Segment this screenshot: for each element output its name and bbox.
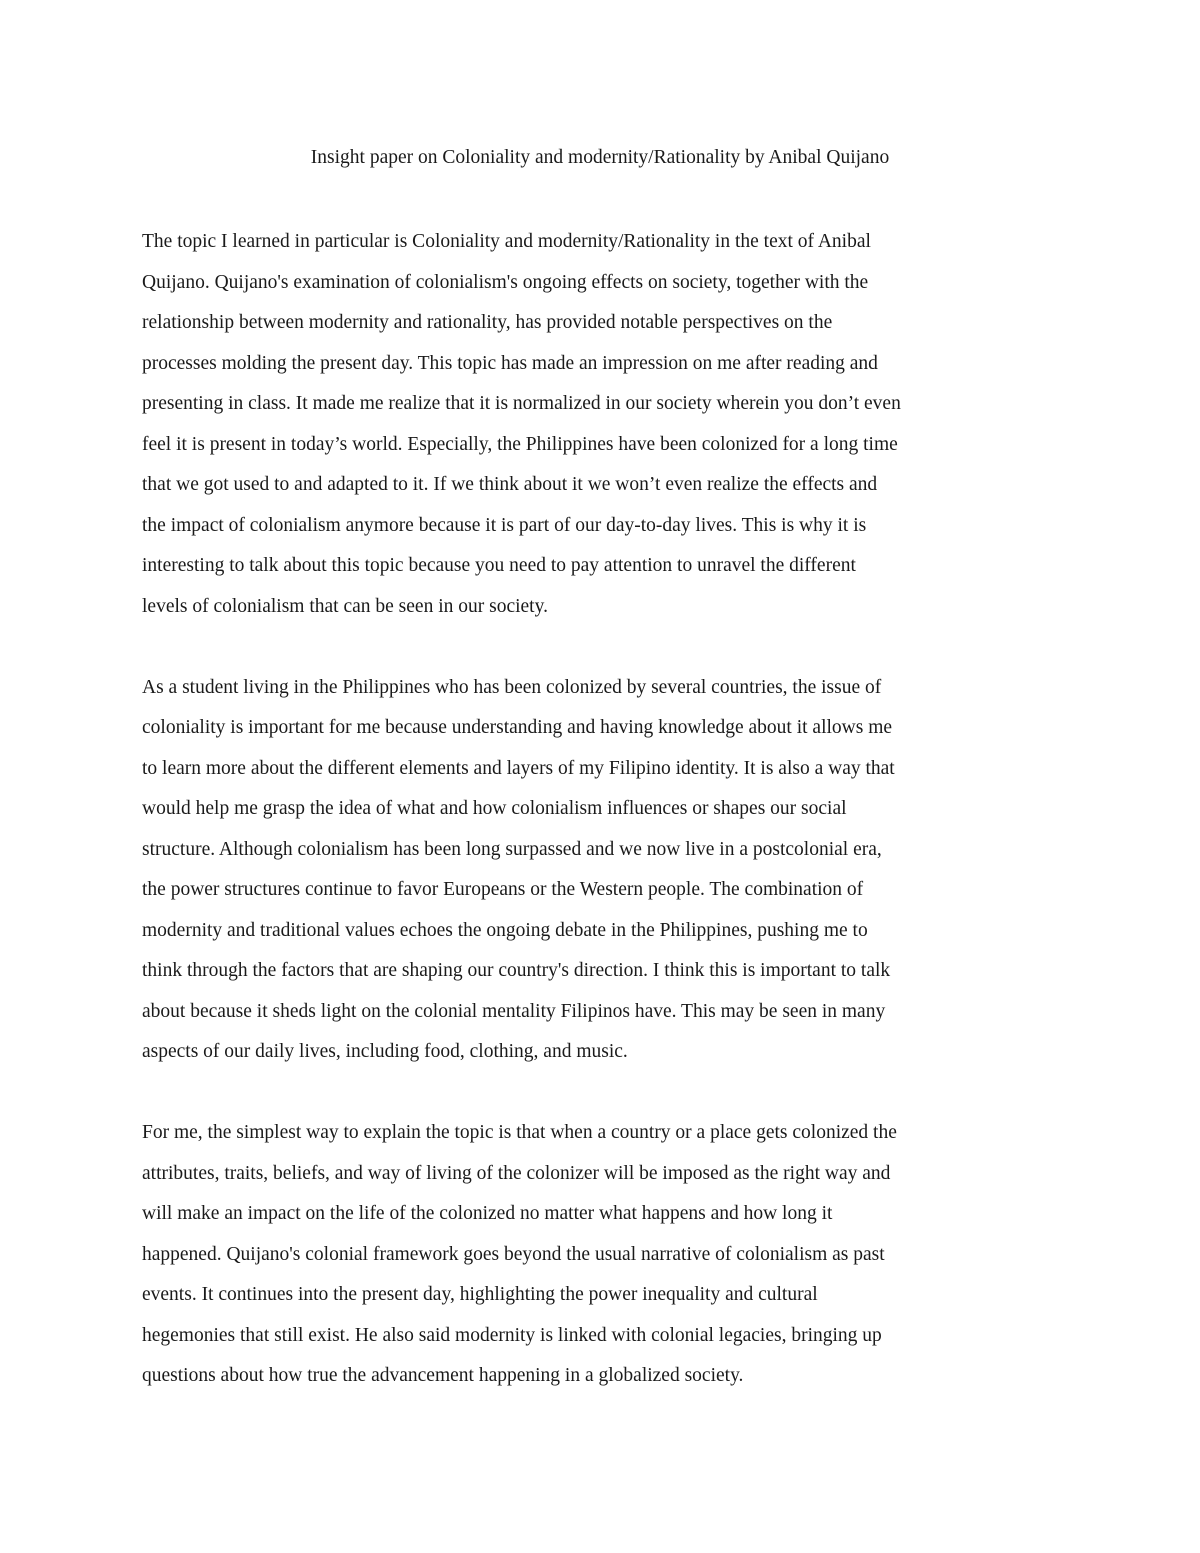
text-line: aspects of our daily lives, including food, clothing, and music. — [142, 1041, 628, 1062]
text-line: hegemonies that still exist. He also said modernity is linked with colonial legacies, bringing up — [142, 1324, 882, 1346]
text-line: attributes, traits, beliefs, and way of living of the colonizer will be imposed as the right way and — [142, 1162, 891, 1184]
text-line: that we got used to and adapted to it. If we think about it we won’t even realize the effects and — [142, 474, 878, 495]
text-line: to learn more about the different elements and layers of my Filipino identity. It is also a way that — [142, 757, 895, 779]
text-line: presenting in class. It made me realize that it is normalized in our society wherein you don’t even — [142, 393, 901, 414]
text-line: about because it sheds light on the colonial mentality Filipinos have. This may be seen in many — [142, 1000, 886, 1022]
text-line: the power structures continue to favor Europeans or the Western people. The combination of — [142, 879, 864, 900]
text-line: modernity and traditional values echoes the ongoing debate in the Philippines, pushing me to — [142, 919, 868, 941]
text-line: feel it is present in today’s world. Especially, the Philippines have been colonized for a long time — [142, 433, 898, 455]
text-line: levels of colonialism that can be seen in our society. — [142, 595, 548, 617]
text-line: relationship between modernity and rationality, has provided notable perspectives on the — [142, 312, 833, 333]
text-line: think through the factors that are shaping our country's direction. I think this is important to talk — [142, 960, 891, 981]
document-title: Insight paper on Coloniality and modernity/Rationality by Anibal Quijano — [310, 147, 890, 168]
text-line: As a student living in the Philippines who has been colonized by several countries, the issue of — [142, 676, 882, 698]
text-line: Quijano. Quijano's examination of colonialism's ongoing effects on society, together with the — [142, 271, 869, 293]
paragraph-3 — [142, 1113, 1072, 1397]
text-line: The topic I learned in particular is Coloniality and modernity/Rationality in the text of Anibal — [142, 231, 871, 252]
text-line: will make an impact on the life of the colonized no matter what happens and how long it — [142, 1203, 833, 1224]
text-line: would help me grasp the idea of what and how colonialism influences or shapes our social — [142, 798, 847, 819]
document-body — [142, 222, 1072, 1437]
text-line: interesting to talk about this topic because you need to pay attention to unravel the different — [142, 555, 856, 576]
text-line: structure. Although colonialism has been long surpassed and we now live in a postcolonial era, — [142, 838, 882, 860]
text-line: coloniality is important for me because understanding and having knowledge about it allows me — [142, 717, 893, 738]
paragraph-2 — [142, 668, 1072, 1073]
text-line: processes molding the present day. This topic has made an impression on me after reading and — [142, 352, 878, 374]
text-line: happened. Quijano's colonial framework goes beyond the usual narrative of colonialism as past — [142, 1243, 885, 1265]
text-line: the impact of colonialism anymore because it is part of our day-to-day lives. This is why it is — [142, 514, 867, 536]
text-line: For me, the simplest way to explain the topic is that when a country or a place gets colonized the — [142, 1122, 897, 1143]
paragraph-1 — [142, 222, 1072, 627]
text-line: events. It continues into the present day, highlighting the power inequality and cultural — [142, 1284, 818, 1305]
text-line: questions about how true the advancement happening in a globalized society. — [142, 1365, 744, 1386]
